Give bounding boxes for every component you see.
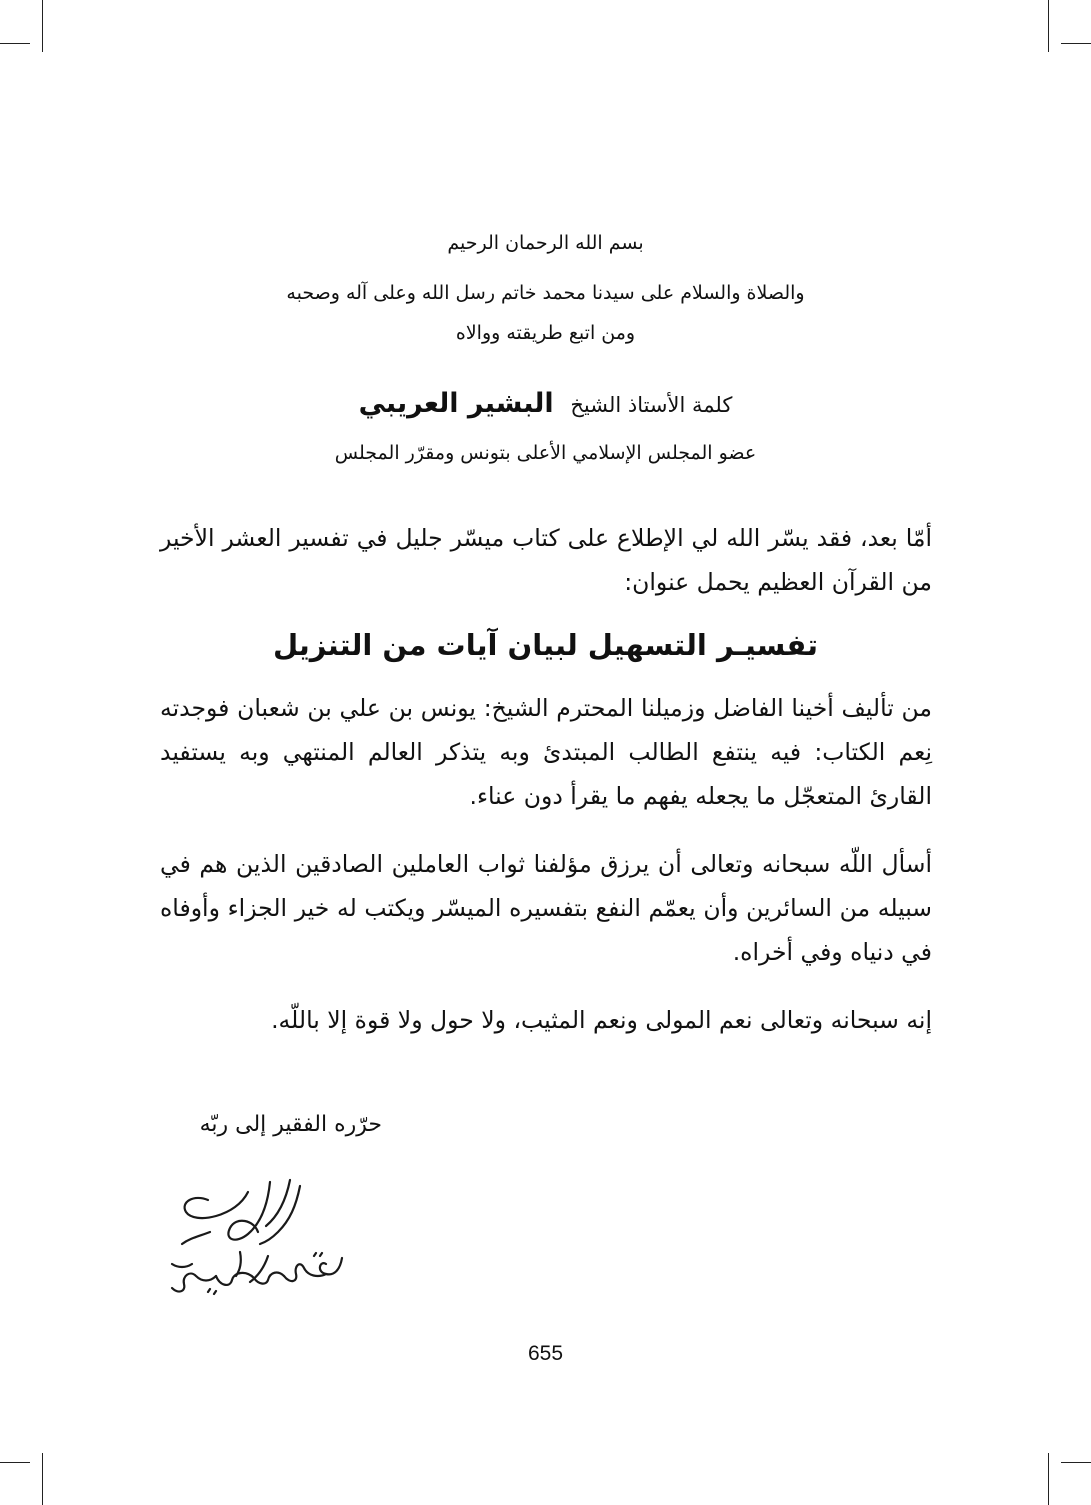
signed-by-line: حرّره الفقير إلى ربّه xyxy=(199,1112,382,1137)
salat-line-1: والصلاة والسلام على سيدنا محمد خاتم رسل الله وعلى آله وصحبه xyxy=(286,282,805,304)
signature-drawing xyxy=(150,1172,360,1302)
salat-line-2: ومن اتبع طريقته ووالاه xyxy=(455,322,636,344)
paragraph-3: أسأل اللّه سبحانه وتعالى أن يرزق مؤلفنا ثواب العاملين الصادقين الذين هم في سبيله من السائرين وأن يعمّم النفع بتفسيره الميسّر ويكتب له خير الجزاء وأوفاه في دنياه وفي أخراه. xyxy=(160,850,932,966)
page-number: 655 xyxy=(527,1342,564,1365)
crop-mark-top-right-h xyxy=(1061,43,1091,44)
crop-mark-bottom-right xyxy=(1048,1453,1049,1505)
crop-mark-top-left xyxy=(42,0,43,52)
crop-mark-bottom-left-h xyxy=(0,1462,30,1463)
paragraph-4: إنه سبحانه وتعالى نعم المولى ونعم المثيب، ولا حول ولا قوة إلا باللّه. xyxy=(271,1006,932,1034)
crop-mark-bottom-right-h xyxy=(1061,1462,1091,1463)
crop-mark-top-left-h xyxy=(0,43,30,44)
crop-mark-bottom-left xyxy=(42,1453,43,1505)
paragraph-2: من تأليف أخينا الفاضل وزميلنا المحترم الشيخ: يونس بن علي بن شعبان فوجدته نِعم الكتاب: فيه ينتفع الطالب المبتدئ وبه يتذكر العالم المنتهي وبه يستفيد القارئ المتعجّل ما يجعله يفهم ما يقرأ دون عناء. xyxy=(160,694,932,810)
kalima-prefix: كلمة الأستاذ الشيخ xyxy=(570,393,733,417)
crop-mark-top-right xyxy=(1048,0,1049,52)
paragraph-1: أمّا بعد، فقد يسّر الله لي الإطلاع على كتاب ميسّر جليل في تفسير العشر الأخير من القرآن العظيم يحمل عنوان: xyxy=(160,524,932,596)
kalima-name: البشير العريبي xyxy=(358,388,554,419)
member-line: عضو المجلس الإسلامي الأعلى بتونس ومقرّر المجلس xyxy=(334,442,757,464)
book-title: تفسيـر التسهيل لبيان آيات من التنزيل xyxy=(272,628,819,662)
bismillah: بسم الله الرحمان الرحيم xyxy=(447,232,644,254)
kalima-heading xyxy=(0,388,1091,419)
handwritten-signature xyxy=(150,1172,360,1302)
